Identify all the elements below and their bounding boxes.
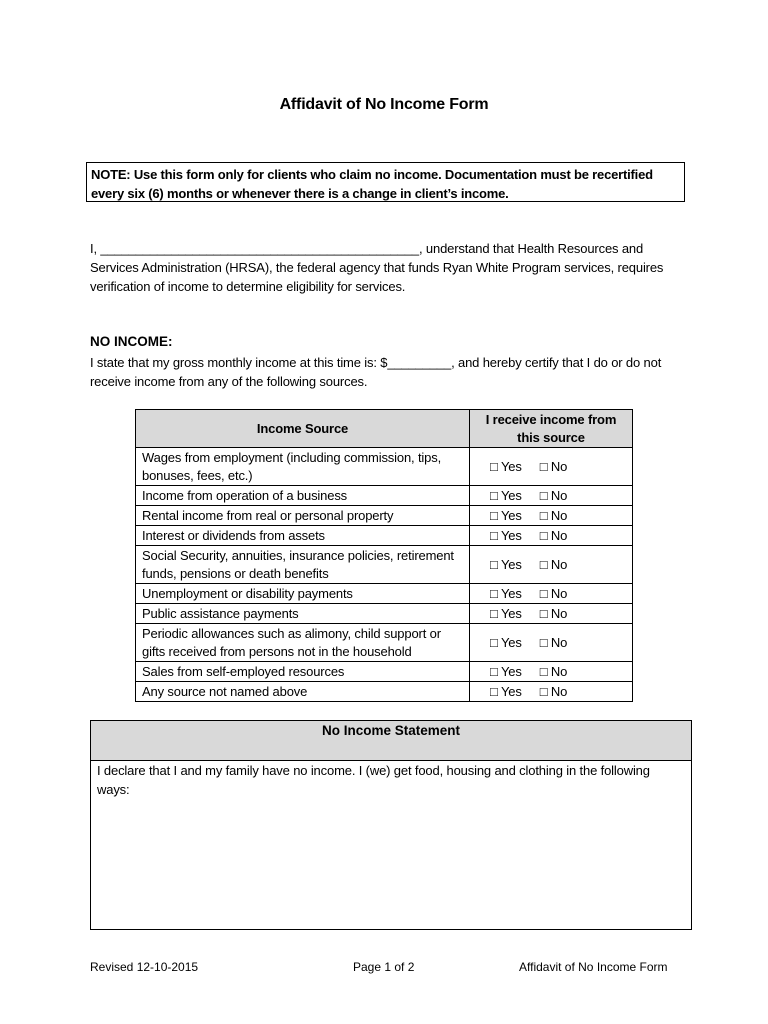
- no-checkbox[interactable]: □: [539, 684, 548, 699]
- table-row: [136, 624, 633, 662]
- yes-checkbox[interactable]: □: [490, 459, 498, 474]
- no-label: No: [550, 635, 568, 650]
- income-source-table: [135, 409, 633, 702]
- yes-no-cell: [470, 546, 633, 584]
- no-label: No: [550, 508, 568, 523]
- no-checkbox[interactable]: □: [539, 557, 548, 572]
- no-label: No: [550, 459, 568, 474]
- yes-no-cell: [470, 486, 633, 506]
- no-label: No: [550, 528, 568, 543]
- no-income-paragraph: I state that my gross monthly income at this time is: $_________, and hereby certify that I do or do not receive income from any of the following sources.: [90, 355, 662, 389]
- yes-label: Yes: [500, 635, 522, 650]
- income-source-label: Periodic allowances such as alimony, child support or gifts received from persons not in the household: [136, 624, 470, 662]
- no-checkbox[interactable]: □: [539, 528, 548, 543]
- yes-checkbox[interactable]: □: [490, 664, 498, 679]
- no-label: No: [550, 664, 568, 679]
- no-label: No: [550, 586, 568, 601]
- income-source-label: Income from operation of a business: [136, 486, 470, 506]
- no-checkbox[interactable]: □: [539, 508, 548, 523]
- yes-checkbox[interactable]: □: [490, 586, 498, 601]
- statement-heading: No Income Statement: [91, 721, 691, 761]
- yes-checkbox[interactable]: □: [490, 606, 498, 621]
- table-row: [136, 682, 633, 702]
- no-label: No: [550, 557, 568, 572]
- no-checkbox[interactable]: □: [539, 606, 548, 621]
- income-source-label: Wages from employment (including commission, tips, bonuses, fees, etc.): [136, 448, 470, 486]
- no-checkbox[interactable]: □: [539, 586, 548, 601]
- statement-text[interactable]: I declare that I and my family have no income. I (we) get food, housing and clothing in the following ways:: [97, 763, 650, 797]
- footer-revised: Revised 12-10-2015: [90, 960, 199, 974]
- yes-label: Yes: [500, 459, 522, 474]
- no-label: No: [550, 606, 568, 621]
- table-row: [136, 662, 633, 682]
- no-income-heading: NO INCOME:: [90, 334, 173, 349]
- yes-no-cell: [470, 584, 633, 604]
- table-row: [136, 546, 633, 584]
- no-label: No: [550, 684, 568, 699]
- yes-no-cell: [470, 506, 633, 526]
- footer-form-name: Affidavit of No Income Form: [519, 960, 668, 974]
- yes-label: Yes: [500, 528, 522, 543]
- intro-paragraph: I, _____________________________________________, understand that Health Resources and Services Administration (HRSA), the federal agency that funds Ryan White Program services, requires verification of income to determine eligibility for services.: [90, 241, 664, 294]
- no-checkbox[interactable]: □: [539, 459, 548, 474]
- no-checkbox[interactable]: □: [539, 664, 548, 679]
- no-label: No: [550, 488, 568, 503]
- yes-label: Yes: [500, 508, 522, 523]
- yes-checkbox[interactable]: □: [490, 684, 498, 699]
- yes-label: Yes: [500, 586, 522, 601]
- no-checkbox[interactable]: □: [539, 635, 548, 650]
- column-header-receive: I receive income from this source: [470, 410, 633, 448]
- yes-label: Yes: [500, 557, 522, 572]
- yes-no-cell: [470, 682, 633, 702]
- footer-page-number: Page 1 of 2: [353, 960, 415, 974]
- no-income-statement-box: [90, 720, 692, 930]
- income-source-label: Unemployment or disability payments: [136, 584, 470, 604]
- yes-no-cell: [470, 662, 633, 682]
- yes-no-cell: [470, 526, 633, 546]
- yes-label: Yes: [500, 664, 522, 679]
- income-source-label: Rental income from real or personal property: [136, 506, 470, 526]
- table-row: [136, 448, 633, 486]
- income-source-label: Any source not named above: [136, 682, 470, 702]
- table-row: [136, 506, 633, 526]
- yes-checkbox[interactable]: □: [490, 508, 498, 523]
- yes-label: Yes: [500, 684, 522, 699]
- column-header-income-source: Income Source: [136, 410, 470, 448]
- no-checkbox[interactable]: □: [539, 488, 548, 503]
- form-title: Affidavit of No Income Form: [279, 96, 489, 113]
- income-source-label: Sales from self-employed resources: [136, 662, 470, 682]
- yes-checkbox[interactable]: □: [490, 488, 498, 503]
- income-source-label: Public assistance payments: [136, 604, 470, 624]
- yes-no-cell: [470, 448, 633, 486]
- table-row: [136, 486, 633, 506]
- table-row: [136, 604, 633, 624]
- yes-checkbox[interactable]: □: [490, 557, 498, 572]
- yes-no-cell: [470, 624, 633, 662]
- yes-checkbox[interactable]: □: [490, 528, 498, 543]
- note-box: NOTE: Use this form only for clients who claim no income. Documentation must be recertified every six (6) months or whenever there is a change in client’s income.: [86, 162, 685, 202]
- table-row: [136, 584, 633, 604]
- yes-checkbox[interactable]: □: [490, 635, 498, 650]
- income-source-label: Interest or dividends from assets: [136, 526, 470, 546]
- yes-no-cell: [470, 604, 633, 624]
- table-row: [136, 526, 633, 546]
- yes-label: Yes: [500, 606, 522, 621]
- yes-label: Yes: [500, 488, 522, 503]
- income-source-label: Social Security, annuities, insurance policies, retirement funds, pensions or death benefits: [136, 546, 470, 584]
